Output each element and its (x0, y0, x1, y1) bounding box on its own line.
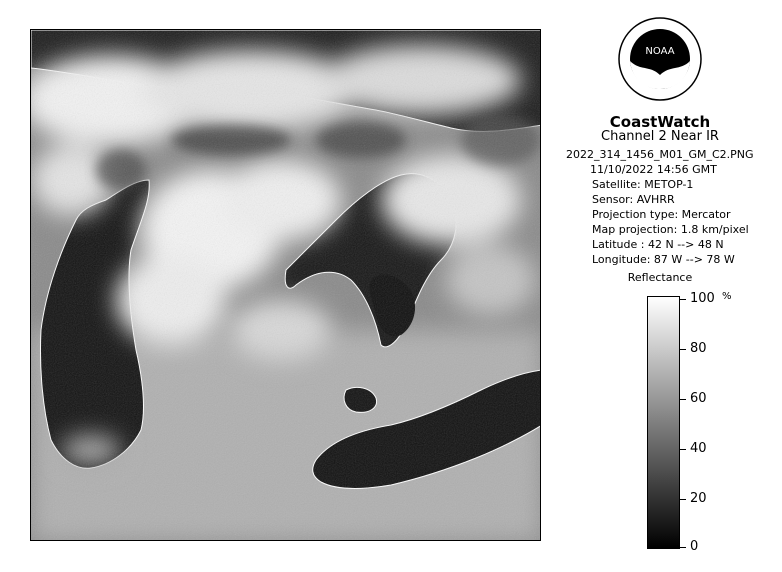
map-projection: Map projection: 1.8 km/pixel (592, 223, 749, 236)
legend-label: Reflectance (627, 271, 693, 284)
satellite: Satellite: METOP-1 (592, 178, 694, 191)
legend-tick-mark (680, 449, 686, 450)
projection-type: Projection type: Mercator (592, 208, 731, 221)
legend-tick-label: 20 (690, 491, 707, 506)
satellite-image (30, 29, 541, 541)
legend-tick-mark (680, 547, 686, 548)
sensor: Sensor: AVHRR (592, 193, 675, 206)
great-lakes-map (31, 30, 541, 541)
legend-tick-mark (680, 299, 686, 300)
noaa-logo (618, 17, 702, 101)
latitude: Latitude : 42 N --> 48 N (592, 238, 724, 251)
legend-tick-mark (680, 499, 686, 500)
legend-tick-label: 40 (690, 441, 707, 456)
datetime: 11/10/2022 14:56 GMT (590, 163, 717, 176)
legend-tick-mark (680, 399, 686, 400)
product-title: CoastWatch (609, 113, 711, 131)
legend-tick-label: 100 (690, 291, 715, 306)
channel-label: Channel 2 Near IR (601, 129, 719, 144)
logo-text: NOAA (645, 46, 675, 57)
legend-tick-label: 60 (690, 391, 707, 406)
legend-tick-mark (680, 349, 686, 350)
legend-tick-label: 80 (690, 341, 707, 356)
filename: 2022_314_1456_M01_GM_C2.PNG (566, 148, 754, 161)
legend-unit: % (722, 291, 732, 302)
reflectance-colorbar (647, 296, 680, 549)
image-metadata (566, 147, 754, 267)
legend-tick-label: 0 (690, 539, 699, 554)
longitude: Longitude: 87 W --> 78 W (592, 253, 735, 266)
